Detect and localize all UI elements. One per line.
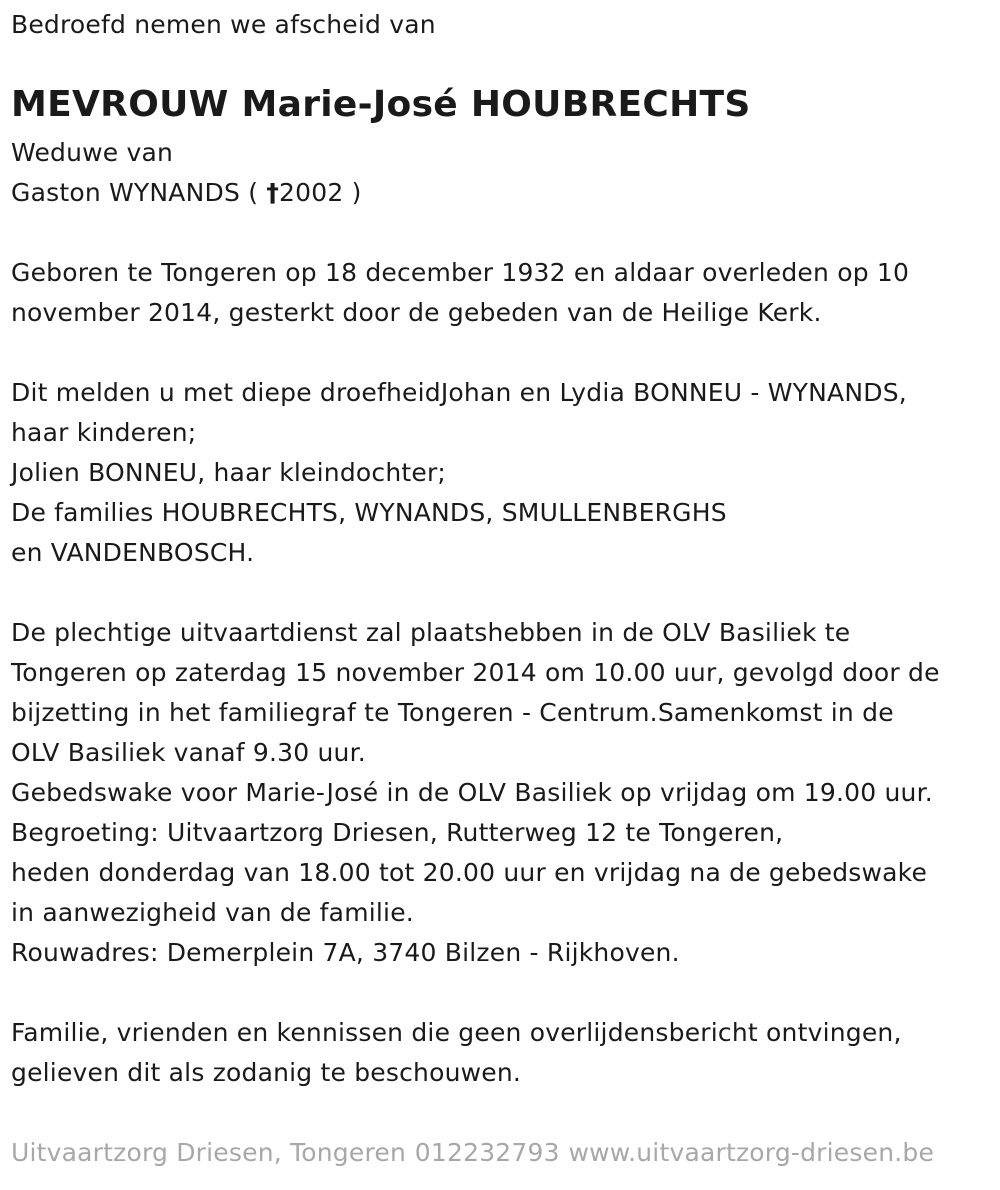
paragraph-line: haar kinderen; bbox=[11, 418, 197, 447]
paragraph-line: en VANDENBOSCH. bbox=[11, 538, 255, 567]
spouse-relation: Weduwe van bbox=[11, 138, 174, 167]
paragraph-line: De plechtige uitvaartdienst zal plaatshebben in de OLV Basiliek te bbox=[11, 618, 851, 647]
cross-icon: † bbox=[266, 178, 280, 207]
death-year: 2002 bbox=[279, 178, 344, 207]
spouse-name: Gaston WYNANDS bbox=[11, 178, 241, 207]
paragraph-line: Tongeren op zaterdag 15 november 2014 om 10.00 uur, gevolgd door de bbox=[11, 658, 940, 687]
intro-text: Bedroefd nemen we afscheid van bbox=[11, 10, 436, 39]
footer-company: Uitvaartzorg Driesen, Tongeren bbox=[11, 1138, 407, 1167]
paragraph-line: OLV Basiliek vanaf 9.30 uur. bbox=[11, 738, 366, 767]
spouse-block bbox=[11, 133, 362, 213]
family-paragraph bbox=[11, 373, 907, 573]
birth-death-paragraph bbox=[11, 253, 909, 333]
service-paragraph bbox=[11, 613, 940, 973]
paragraph-line: De families HOUBRECHTS, WYNANDS, SMULLENBERGHS bbox=[11, 498, 727, 527]
open-paren: ( bbox=[248, 178, 259, 207]
footer-phone: 012232793 bbox=[414, 1138, 560, 1167]
paragraph-line: november 2014, gesterkt door de gebeden van de Heilige Kerk. bbox=[11, 298, 822, 327]
notice-paragraph bbox=[11, 1013, 902, 1093]
paragraph-line: Jolien BONNEU, haar kleindochter; bbox=[11, 458, 447, 487]
paragraph-line: Dit melden u met diepe droefheidJohan en Lydia BONNEU - WYNANDS, bbox=[11, 378, 907, 407]
paragraph-line: heden donderdag van 18.00 tot 20.00 uur en vrijdag na de gebedswake bbox=[11, 858, 928, 887]
paragraph-line: bijzetting in het familiegraf te Tongeren - Centrum.Samenkomst in de bbox=[11, 698, 894, 727]
paragraph-line: gelieven dit als zodanig te beschouwen. bbox=[11, 1058, 522, 1087]
paragraph-line: Rouwadres: Demerplein 7A, 3740 Bilzen - Rijkhoven. bbox=[11, 938, 680, 967]
close-paren: ) bbox=[351, 178, 362, 207]
paragraph-line: Familie, vrienden en kennissen die geen overlijdensbericht ontvingen, bbox=[11, 1018, 902, 1047]
deceased-name: MEVROUW Marie-José HOUBRECHTS bbox=[11, 84, 751, 125]
paragraph-line: Geboren te Tongeren op 18 december 1932 en aldaar overleden op 10 bbox=[11, 258, 910, 287]
paragraph-line: Gebedswake voor Marie-José in de OLV Basiliek op vrijdag om 19.00 uur. bbox=[11, 778, 933, 807]
footer bbox=[11, 1133, 934, 1173]
spouse-line bbox=[11, 173, 362, 213]
footer-website: www.uitvaartzorg-driesen.be bbox=[568, 1138, 935, 1167]
paragraph-line: Begroeting: Uitvaartzorg Driesen, Rutterweg 12 te Tongeren, bbox=[11, 818, 784, 847]
paragraph-line: in aanwezigheid van de familie. bbox=[11, 898, 414, 927]
